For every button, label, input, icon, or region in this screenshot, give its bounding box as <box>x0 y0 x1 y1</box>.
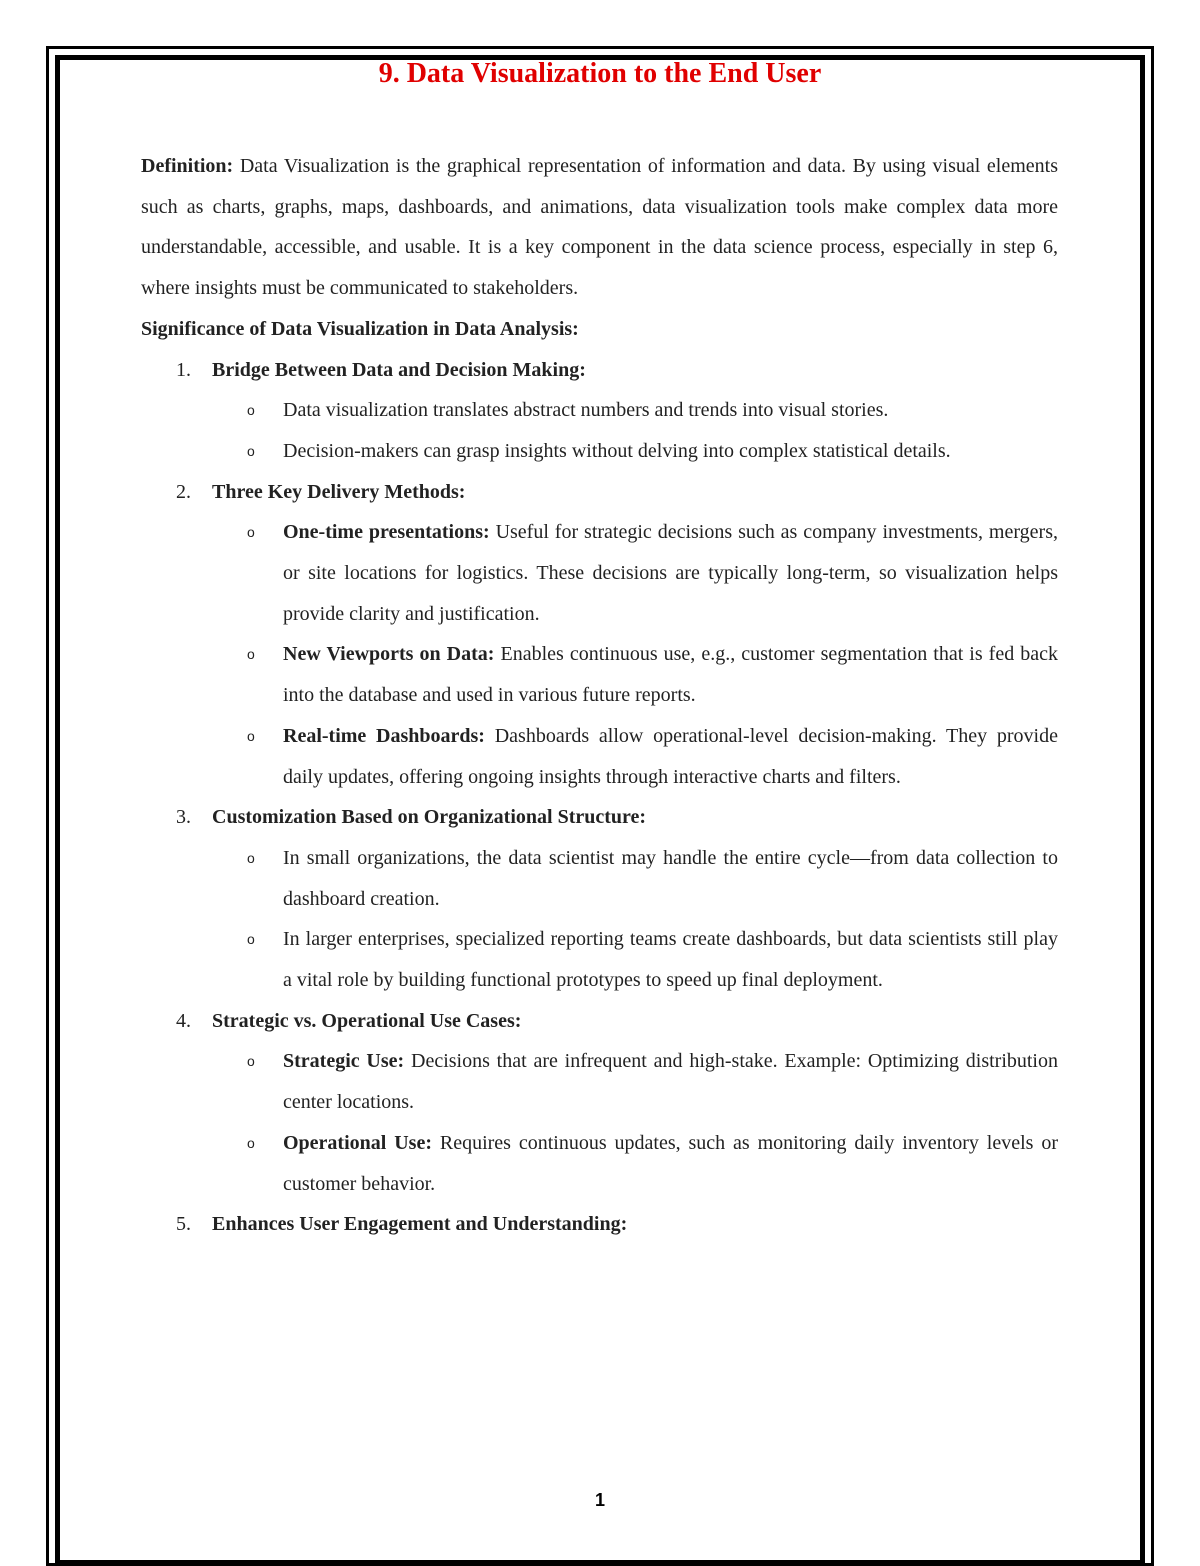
sub-list <box>212 390 1058 471</box>
sub-list-item <box>141 1123 1058 1204</box>
sub-list-body: Useful for strategic decisions such as company investments, mergers, or site locations for logistics. These decisions are typically long-term, so visualization helps provide clarity and justification. <box>283 521 1058 625</box>
hollow-bullet-icon: o <box>247 727 255 744</box>
sub-list-body: Decision-makers can grasp insights without delving into complex statistical details. <box>283 439 951 462</box>
sub-list-body: In larger enterprises, specialized reporting teams create dashboards, but data scientists still play a vital role by building functional prototypes to speed up final deployment. <box>283 928 1058 992</box>
hollow-bullet-icon: o <box>247 524 255 541</box>
page-title: 9. Data Visualization to the End User <box>378 58 822 89</box>
hollow-bullet-icon: o <box>247 849 255 866</box>
list-item-heading: Bridge Between Data and Decision Making: <box>212 358 586 381</box>
list-item-heading: Customization Based on Organizational Structure: <box>212 806 647 829</box>
hollow-bullet-icon: o <box>247 1134 255 1151</box>
sub-list-bold-label: Real-time Dashboards: <box>283 724 485 747</box>
definition-paragraph <box>141 146 1058 309</box>
list-item-number: 3. <box>176 806 191 829</box>
sub-list-text <box>283 838 1058 919</box>
sub-list-body: Enables continuous use, e.g., customer segmentation that is fed back into the database and used in various future reports. <box>283 643 1059 707</box>
document-body <box>141 146 1058 1245</box>
sub-list-text <box>283 512 1058 634</box>
sub-list-item <box>141 838 1058 919</box>
list-item-number: 4. <box>176 1009 191 1032</box>
list-item <box>141 1001 1058 1205</box>
sub-list-body: Data visualization translates abstract numbers and trends into visual stories. <box>283 399 889 422</box>
sub-list-item <box>141 512 1058 634</box>
sub-list-item <box>141 716 1058 797</box>
sub-list-bold-label: New Viewports on Data: <box>283 643 495 666</box>
sub-list-body: Decisions that are infrequent and high-stake. Example: Optimizing distribution center locations. <box>283 1050 1058 1114</box>
significance-heading: Significance of Data Visualization in Data Analysis: <box>141 317 579 340</box>
sub-list-item <box>141 1041 1058 1122</box>
sub-list <box>212 838 1058 1001</box>
sub-list-body: Dashboards allow operational-level decision-making. They provide daily updates, offering ongoing insights through interactive charts and filters. <box>283 724 1058 788</box>
significance-list <box>141 350 1058 1245</box>
hollow-bullet-icon: o <box>247 931 255 948</box>
sub-list-body: Requires continuous updates, such as monitoring daily inventory levels or customer behavior. <box>283 1131 1058 1195</box>
hollow-bullet-icon: o <box>247 402 255 419</box>
list-item <box>141 350 1058 472</box>
page-number: 1 <box>594 1490 605 1510</box>
hollow-bullet-icon: o <box>247 1053 255 1070</box>
sub-list-item <box>141 390 1058 431</box>
sub-list-bold-label: Operational Use: <box>283 1131 432 1154</box>
sub-list-text <box>283 919 1058 1000</box>
sub-list-text <box>283 634 1058 715</box>
sub-list-text <box>283 431 1058 472</box>
list-item <box>141 797 1058 1001</box>
sub-list <box>212 512 1058 797</box>
sub-list-text <box>283 1041 1058 1122</box>
list-item-heading: Strategic vs. Operational Use Cases: <box>212 1009 522 1032</box>
hollow-bullet-icon: o <box>247 646 255 663</box>
list-item <box>141 1204 1058 1245</box>
definition-label: Definition: <box>141 155 234 177</box>
sub-list-text <box>283 716 1058 797</box>
sub-list-item <box>141 431 1058 472</box>
sub-list-text <box>283 390 1058 431</box>
list-item-number: 1. <box>176 358 191 381</box>
list-item <box>141 472 1058 798</box>
definition-text: Data Visualization is the graphical representation of information and data. By using visual elements such as charts, graphs, maps, dashboards, and animations, data visualization tools make complex data more understandable, accessible, and usable. It is a key component in the data science process, especially in step 6, where insights must be communicated to stakeholders. <box>141 155 1058 300</box>
list-item-number: 2. <box>176 480 191 503</box>
list-item-number: 5. <box>176 1213 191 1236</box>
sub-list-item <box>141 919 1058 1000</box>
sub-list-item <box>141 634 1058 715</box>
list-item-heading: Enhances User Engagement and Understanding: <box>212 1213 628 1236</box>
sub-list <box>212 1041 1058 1204</box>
sub-list-bold-label: One-time presentations: <box>283 521 490 544</box>
hollow-bullet-icon: o <box>247 442 255 459</box>
list-item-heading: Three Key Delivery Methods: <box>212 480 466 503</box>
sub-list-bold-label: Strategic Use: <box>283 1050 405 1073</box>
sub-list-text <box>283 1123 1058 1204</box>
sub-list-body: In small organizations, the data scientist may handle the entire cycle—from data collection to dashboard creation. <box>283 846 1058 910</box>
